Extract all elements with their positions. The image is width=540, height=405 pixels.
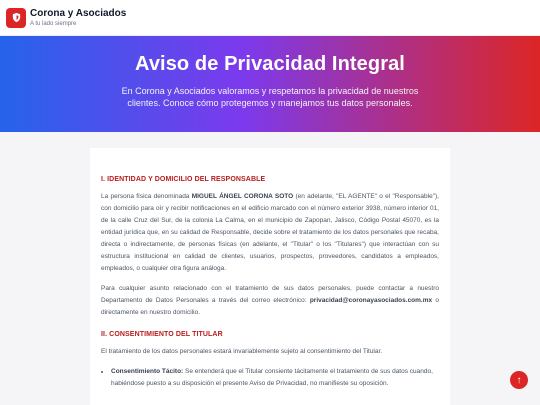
- hero-banner: [0, 36, 540, 132]
- brand-name: Corona y Asociados: [30, 7, 127, 19]
- arrow-up-icon: ↑: [516, 374, 522, 386]
- text-run: Para cualquier asunto relacionado con el tratamiento de sus datos personales, puede contactar a nuestro Departamento de Datos Personales a través del correo electrónico:: [101, 285, 439, 304]
- scroll-top-button[interactable]: [510, 371, 528, 389]
- text-run: (en adelante, "EL AGENTE" o el "Responsable"), con domicilio para oír y recibir notificaciones en el edificio marcado con el número exterior 3938, número interior 01, de la calle Cruz del Sur, de la colonia La Calma, en el municipio de Zapopan, Jalisco, Código Postal 45070, es la entidad jurídica que, en su calidad de Responsable, decide sobre el tratamiento de los datos personales que recaba, directa o indirectamente, de personas físicas (en adelante, el "Titular" o los "Titulares") que interactúan con su estructura institucional en calidad de clientes, usuarios, prospectos, proveedores, candidatos a empleados, empleados, o cualquier otra figura análoga.: [101, 193, 439, 272]
- section-paragraph: [101, 283, 439, 319]
- list-item: [111, 366, 439, 390]
- brand-logo[interactable]: [6, 8, 26, 28]
- section-paragraph: [101, 191, 439, 275]
- section-heading-consent: II. CONSENTIMIENTO DEL TITULAR: [101, 331, 223, 338]
- hero-subtitle: En Corona y Asociados valoramos y respetamos la privacidad de nuestros clientes. Conoce cómo protegemos y manejamos tus datos personales.: [121, 86, 419, 108]
- list-item-text: Se entenderá que el Titular consiente tácitamente el tratamiento de sus datos cuando, habiéndose puesto a su disposición el presente Aviso de Privacidad, no manifieste su oposición.: [111, 368, 433, 387]
- consent-list: [101, 366, 439, 390]
- privacy-email-link[interactable]: privacidad@coronayasociados.com.mx: [309, 297, 433, 304]
- shield-icon: [11, 12, 22, 23]
- brand-tagline: A tu lado siempre: [30, 20, 77, 27]
- section-paragraph: El tratamiento de los datos personales estará invariablemente sujeto al consentimiento del Titular.: [101, 348, 383, 355]
- top-navbar: [0, 0, 540, 36]
- text-run: La persona física denominada: [101, 193, 192, 200]
- page-title: Aviso de Privacidad Integral: [135, 53, 405, 75]
- brand[interactable]: [30, 9, 126, 27]
- section-heading-identity: I. IDENTIDAD Y DOMICILIO DEL RESPONSABLE: [101, 176, 266, 183]
- list-item-label: Consentimiento Tácito:: [111, 368, 184, 375]
- responsible-name: MIGUEL ÁNGEL CORONA SOTO: [191, 193, 294, 200]
- text-run: o directamente en nuestro domicilio.: [101, 297, 440, 316]
- privacy-content: [90, 148, 450, 405]
